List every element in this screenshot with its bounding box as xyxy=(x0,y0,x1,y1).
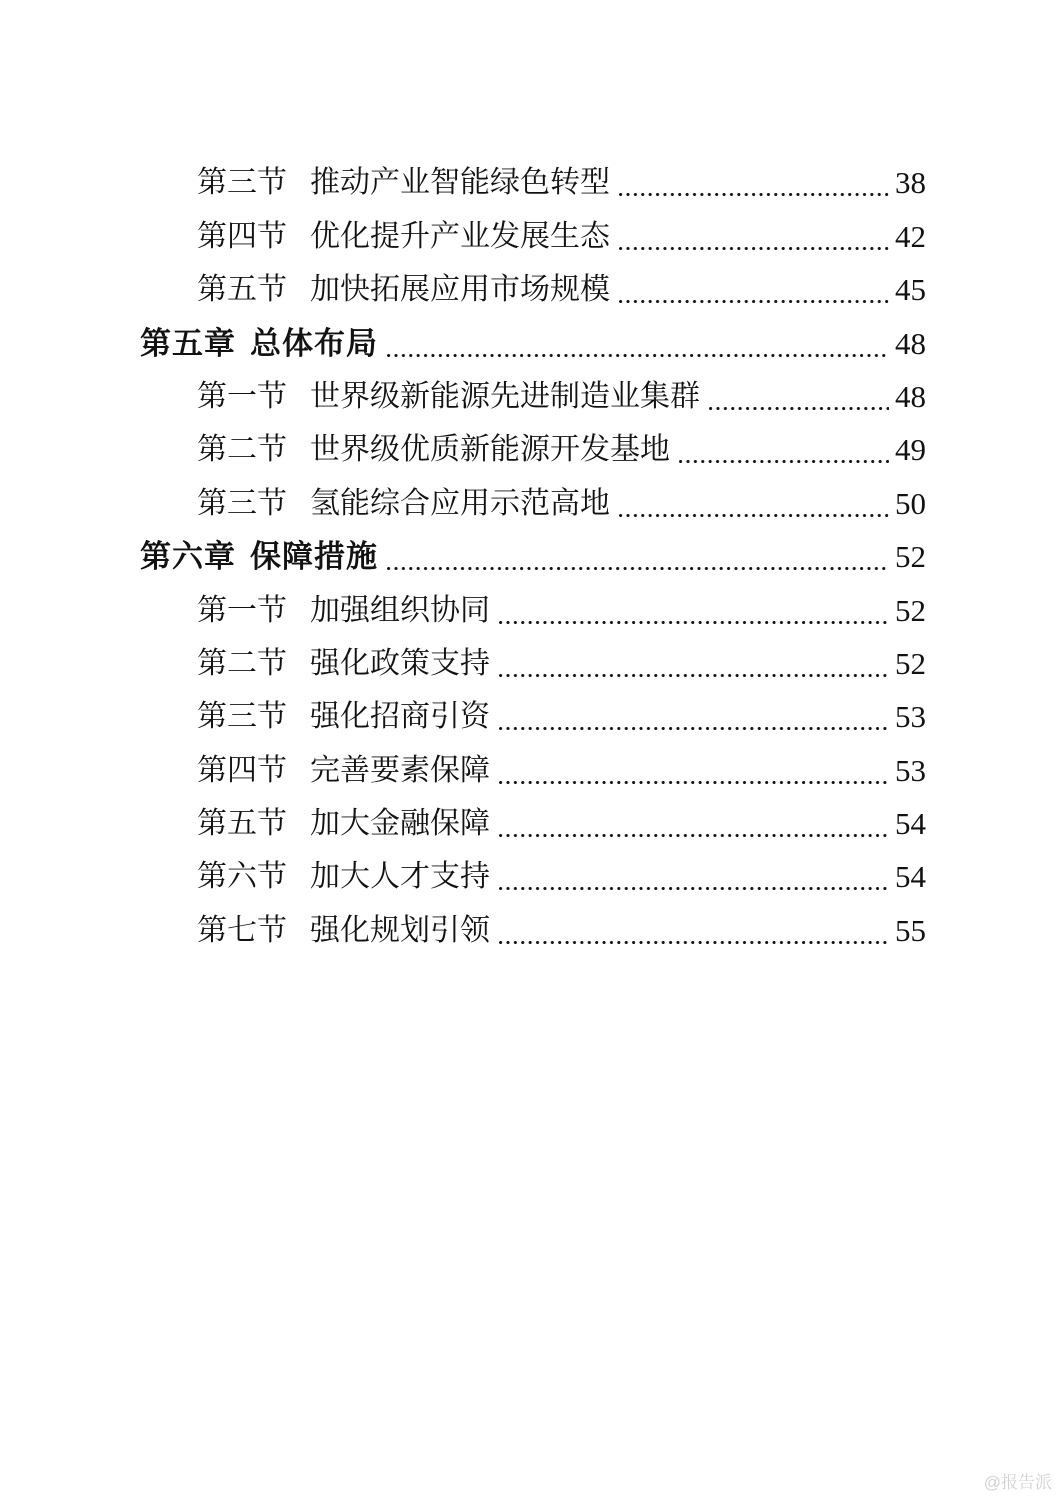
toc-entry-label: 第四节 xyxy=(197,752,287,788)
dot-leader xyxy=(499,886,889,891)
toc-entry xyxy=(140,367,926,420)
toc-entry-page: 42 xyxy=(895,218,926,254)
toc-entry-page: 50 xyxy=(895,485,926,521)
watermark: @报告派 xyxy=(983,1473,1052,1492)
toc-entry-page: 38 xyxy=(895,165,926,201)
toc-entry xyxy=(140,420,926,473)
toc-entry-label: 第二节 xyxy=(197,432,287,468)
toc-entry-title: 推动产业智能绿色转型 xyxy=(310,165,610,201)
toc-entry xyxy=(140,153,926,206)
dot-leader xyxy=(619,192,889,197)
toc-entry-page: 55 xyxy=(895,912,926,948)
toc-entry xyxy=(140,847,926,900)
toc-entry-title: 优化提升产业发展生态 xyxy=(310,218,610,254)
dot-leader xyxy=(499,940,889,945)
toc-entry xyxy=(140,527,926,580)
dot-leader xyxy=(387,566,889,571)
toc-entry-label: 第三节 xyxy=(197,165,287,201)
toc-entry xyxy=(140,794,926,847)
toc-entry xyxy=(140,900,926,953)
toc-entry-label: 第五章 xyxy=(140,325,236,361)
toc-entry-title: 世界级新能源先进制造业集群 xyxy=(310,378,700,414)
toc-entry-page: 52 xyxy=(895,645,926,681)
dot-leader xyxy=(619,299,889,304)
toc-entry-page: 52 xyxy=(895,592,926,628)
toc-entry-page: 54 xyxy=(895,806,926,842)
toc-entry xyxy=(140,634,926,687)
toc-entry-label: 第七节 xyxy=(197,912,287,948)
toc-entry xyxy=(140,260,926,313)
toc-entry xyxy=(140,313,926,366)
toc-entry-title: 保障措施 xyxy=(250,539,378,575)
toc-entry-label: 第三节 xyxy=(197,699,287,735)
toc-entry xyxy=(140,740,926,793)
toc-entry xyxy=(140,206,926,259)
dot-leader xyxy=(499,726,889,731)
dot-leader xyxy=(499,833,889,838)
toc-entry-label: 第六章 xyxy=(140,539,236,575)
dot-leader xyxy=(619,513,889,518)
toc-entry-title: 强化规划引领 xyxy=(310,912,490,948)
toc-entry xyxy=(140,473,926,526)
toc-entry-title: 氢能综合应用示范高地 xyxy=(310,485,610,521)
dot-leader xyxy=(679,459,889,464)
toc-entry-page: 53 xyxy=(895,752,926,788)
toc-entry-title: 加大金融保障 xyxy=(310,806,490,842)
toc-entry-title: 强化政策支持 xyxy=(310,645,490,681)
toc-entry xyxy=(140,580,926,633)
toc-entry-label: 第四节 xyxy=(197,218,287,254)
toc-entry-title: 世界级优质新能源开发基地 xyxy=(310,432,670,468)
toc-entry-label: 第三节 xyxy=(197,485,287,521)
toc-entry-page: 53 xyxy=(895,699,926,735)
toc-entry-page: 45 xyxy=(895,272,926,308)
dot-leader xyxy=(387,353,889,358)
toc-entry-label: 第二节 xyxy=(197,645,287,681)
toc-entry-label: 第一节 xyxy=(197,378,287,414)
toc-list xyxy=(140,153,926,954)
toc-entry-page: 48 xyxy=(895,378,926,414)
dot-leader xyxy=(499,780,889,785)
toc-entry-title: 完善要素保障 xyxy=(310,752,490,788)
toc-entry-title: 强化招商引资 xyxy=(310,699,490,735)
toc-entry-title: 总体布局 xyxy=(250,325,378,361)
toc-entry xyxy=(140,687,926,740)
dot-leader xyxy=(499,673,889,678)
toc-entry-page: 54 xyxy=(895,859,926,895)
toc-entry-title: 加强组织协同 xyxy=(310,592,490,628)
toc-entry-label: 第五节 xyxy=(197,806,287,842)
toc-entry-label: 第五节 xyxy=(197,272,287,308)
toc-entry-title: 加大人才支持 xyxy=(310,859,490,895)
toc-entry-label: 第六节 xyxy=(197,859,287,895)
toc-entry-title: 加快拓展应用市场规模 xyxy=(310,272,610,308)
dot-leader xyxy=(619,246,889,251)
toc-entry-page: 48 xyxy=(895,325,926,361)
toc-entry-page: 52 xyxy=(895,539,926,575)
toc-entry-label: 第一节 xyxy=(197,592,287,628)
toc-entry-page: 49 xyxy=(895,432,926,468)
dot-leader xyxy=(709,406,889,411)
dot-leader xyxy=(499,620,889,625)
